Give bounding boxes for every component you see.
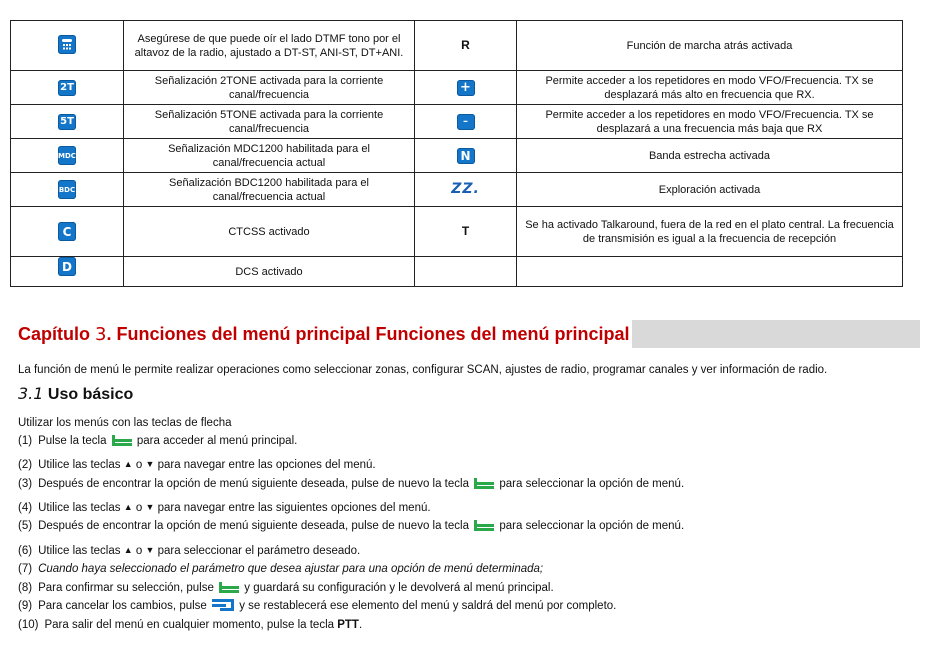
back-key-icon xyxy=(212,599,234,616)
description-cell: Asegúrese de que puede oír el lado DTMF tono por el altavoz de la radio, ajustado a DT-ST, ANI-ST, DT+ANI. xyxy=(124,21,415,71)
step-text: o xyxy=(135,502,143,514)
2tone-icon: 2T xyxy=(58,80,76,96)
icon-cell xyxy=(11,207,124,257)
description-cell: Permite acceder a los repetidores en modo VFO/Frecuencia. TX se desplazará más alto en frecuencia que RX. xyxy=(517,71,903,105)
minus-icon: – xyxy=(457,114,475,130)
menu-key-icon xyxy=(219,582,239,598)
table-row xyxy=(11,105,903,139)
step-10 xyxy=(18,617,362,633)
step-text: Después de encontrar la opción de menú siguiente deseada, pulse de nuevo la tecla xyxy=(38,520,469,532)
description-cell: Se ha activado Talkaround, fuera de la red en el plato central. La frecuencia de transmisión es igual a la frecuencia de recepción xyxy=(517,207,903,257)
narrow-icon: N xyxy=(457,148,475,164)
table-row xyxy=(11,71,903,105)
reverse-symbol: R xyxy=(461,38,470,52)
intro-paragraph: La función de menú le permite realizar operaciones como seleccionar zonas, configurar SCAN, ajustes de radio, programar canales y ver información de radio. xyxy=(18,364,828,376)
description-cell: Señalización MDC1200 habilitada para el canal/frecuencia actual xyxy=(124,139,415,173)
symbol-cell xyxy=(415,21,517,71)
table-row xyxy=(11,139,903,173)
step-text: o xyxy=(135,459,143,471)
table-row xyxy=(11,173,903,207)
ctcss-icon: C xyxy=(58,222,76,241)
description-cell: Señalización BDC1200 habilitada para el canal/frecuencia actual xyxy=(124,173,415,207)
step-7 xyxy=(18,561,543,577)
scan-icon: ZZ. xyxy=(451,181,480,197)
up-arrow-icon: ▲ xyxy=(123,459,133,469)
step-text: para acceder al menú principal. xyxy=(136,435,298,447)
step-text: para navegar entre las opciones del menú. xyxy=(157,459,376,471)
step-text: Para cancelar los cambios, pulse xyxy=(38,600,207,612)
symbol-cell xyxy=(415,257,517,287)
down-arrow-icon: ▼ xyxy=(145,502,155,512)
step-5 xyxy=(18,518,684,536)
description-cell: Función de marcha atrás activada xyxy=(517,21,903,71)
menu-key-icon xyxy=(474,478,494,494)
menu-key-icon xyxy=(112,435,132,451)
step-number: (4) xyxy=(18,502,33,514)
icon-cell xyxy=(11,257,124,287)
step-number: (3) xyxy=(18,478,33,490)
ptt-key-label: PTT xyxy=(337,619,359,631)
bdc-icon: BDC xyxy=(58,180,76,199)
step-text: y se restablecerá ese elemento del menú y saldrá del menú por completo. xyxy=(239,600,617,612)
step-text: o xyxy=(135,545,143,557)
menu-key-icon xyxy=(474,520,494,536)
step-text: para seleccionar la opción de menú. xyxy=(499,478,685,490)
table-row xyxy=(11,207,903,257)
step-3 xyxy=(18,476,684,494)
plus-icon: + xyxy=(457,80,475,96)
5tone-icon: 5T xyxy=(58,114,76,130)
chapter-label: Capítulo xyxy=(18,324,90,344)
step-4 xyxy=(18,499,431,516)
down-arrow-icon: ▼ xyxy=(145,459,155,469)
section-number: 3.1 xyxy=(18,384,44,403)
status-icon-table xyxy=(10,20,903,287)
icon-cell xyxy=(11,71,124,105)
step-text: Para confirmar su selección, pulse xyxy=(38,582,214,594)
description-cell xyxy=(517,257,903,287)
up-arrow-icon: ▲ xyxy=(123,545,133,555)
step-8 xyxy=(18,580,554,598)
description-cell: Señalización 5TONE activada para la corriente canal/frecuencia xyxy=(124,105,415,139)
step-1 xyxy=(18,433,297,451)
dcs-icon: D xyxy=(58,257,76,276)
section-title: Uso básico xyxy=(47,386,134,403)
description-cell: CTCSS activado xyxy=(124,207,415,257)
step-2 xyxy=(18,456,376,473)
step-text: Pulse la tecla xyxy=(38,435,107,447)
step-text: para seleccionar la opción de menú. xyxy=(499,520,685,532)
description-cell: Permite acceder a los repetidores en modo VFO/Frecuencia. TX se desplazará a una frecuencia más baja que RX xyxy=(517,105,903,139)
step-text: Utilice las teclas xyxy=(38,545,121,557)
step-number: (5) xyxy=(18,520,33,532)
description-cell: DCS activado xyxy=(124,257,415,287)
step-text: para navegar entre las siguientes opciones del menú. xyxy=(157,502,431,514)
chapter-title-text: . Funciones del menú principal Funciones del menú principal xyxy=(106,324,630,344)
chapter-number: 3 xyxy=(95,324,107,345)
step-text: Después de encontrar la opción de menú siguiente deseada, pulse de nuevo la tecla xyxy=(38,478,469,490)
chapter-heading xyxy=(18,320,920,348)
step-number: (9) xyxy=(18,600,33,612)
dtmf-icon xyxy=(58,35,76,54)
icon-cell xyxy=(11,139,124,173)
description-cell: Señalización 2TONE activada para la corriente canal/frecuencia xyxy=(124,71,415,105)
icon-cell xyxy=(11,105,124,139)
table-row xyxy=(11,257,903,287)
step-text: Utilice las teclas xyxy=(38,459,121,471)
chapter-title xyxy=(18,320,632,348)
step-number: (8) xyxy=(18,582,33,594)
mdc-icon: MDC xyxy=(58,146,76,165)
description-cell: Banda estrecha activada xyxy=(517,139,903,173)
step-number: (7) xyxy=(18,563,33,575)
up-arrow-icon: ▲ xyxy=(123,502,133,512)
icon-cell xyxy=(11,173,124,207)
step-text: para seleccionar el parámetro deseado. xyxy=(157,545,361,557)
icon-cell xyxy=(11,21,124,71)
step-number: (10) xyxy=(18,619,39,631)
step-9 xyxy=(18,598,616,616)
step-text: . xyxy=(358,619,363,631)
symbol-cell xyxy=(415,71,517,105)
symbol-cell xyxy=(415,139,517,173)
step-6 xyxy=(18,542,360,559)
step-text: Cuando haya seleccionado el parámetro que desea ajustar para una opción de menú determinada; xyxy=(38,563,544,575)
step-number: (2) xyxy=(18,459,33,471)
table-row xyxy=(11,21,903,71)
symbol-cell xyxy=(415,173,517,207)
step-number: (6) xyxy=(18,545,33,557)
symbol-cell xyxy=(415,105,517,139)
section-heading xyxy=(18,382,133,407)
step-text: Utilice las teclas xyxy=(38,502,121,514)
step-text: Para salir del menú en cualquier momento, pulse la tecla xyxy=(44,619,335,631)
talkaround-symbol: T xyxy=(461,224,470,238)
down-arrow-icon: ▼ xyxy=(145,545,155,555)
symbol-cell xyxy=(415,207,517,257)
step-text: y guardará su configuración y le devolverá al menú principal. xyxy=(244,582,554,594)
description-cell: Exploración activada xyxy=(517,173,903,207)
step-number: (1) xyxy=(18,435,33,447)
subtitle: Utilizar los menús con las teclas de flecha xyxy=(18,417,232,429)
